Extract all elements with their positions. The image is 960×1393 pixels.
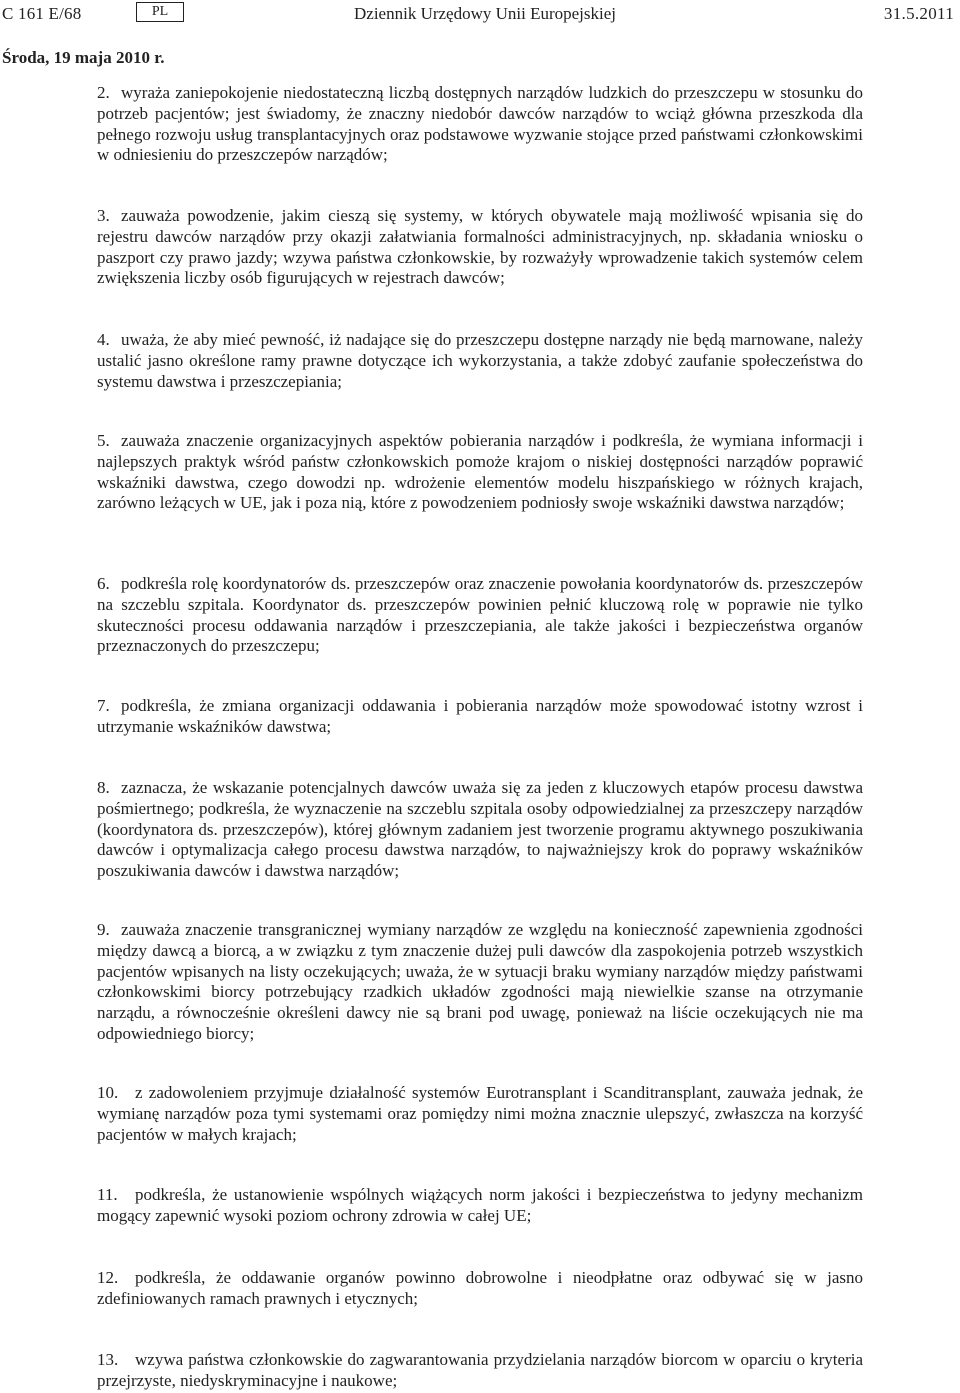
paragraph-number: 10. <box>97 1083 119 1102</box>
paragraph-number: 3. <box>97 206 110 225</box>
paragraph-2 <box>97 83 863 166</box>
document-reference: C 161 E/68 <box>2 4 82 23</box>
paragraph-9 <box>97 920 863 1045</box>
paragraph-number: 5. <box>97 431 110 450</box>
paragraph-10 <box>97 1083 863 1145</box>
session-date: Środa, 19 maja 2010 r. <box>2 48 165 67</box>
paragraph-text: wyraża zaniepokojenie niedostateczną liczbą dostępnych narządów ludzkich do przeszczepu w stosunku do potrzeb pacjentów; jest świadomy, że znaczny niedobór dawców narządów to wciąż główna przeszkoda dla pełnego rozwoju usług transplantacyjnych oraz podstawowe wyzwanie stojące przed państwami członkowskimi w odniesieniu do przeszczepów narządów; <box>97 83 863 165</box>
paragraph-text: zauważa znaczenie transgranicznej wymiany narządów ze względu na konieczność zapewnienia zgodności między dawcą a biorcą, a w związku z tym znaczenie dużej puli dawców dla zaspokojenia potrzeb wszystkich pacjentów wpisanych na listy oczekujących; uważa, że w sytuacji braku wymiany narządów między państwami członkowskimi biorcy potrzebujący rzadkich układów zgodności mają niewielkie szanse na otrzymanie narządu, a równocześnie określeni dawcy nie są brani pod uwagę, ponieważ na liście oczekujących nie ma odpowiedniego biorcy; <box>97 920 863 1043</box>
paragraph-11 <box>97 1185 863 1227</box>
paragraph-text: zauważa powodzenie, jakim cieszą się systemy, w których obywatele mają możliwość wpisania się do rejestru dawców narządów przy okazji załatwiania formalności administracyjnych, np. składania wniosku o paszport czy prawo jazdy; wzywa państwa członkowskie, by rozważyły wprowadzenie takich systemów celem zwiększenia liczby osób figurujących w rejestrach dawców; <box>97 206 863 288</box>
paragraph-number: 11. <box>97 1185 118 1204</box>
paragraph-number: 4. <box>97 330 110 349</box>
paragraph-number: 2. <box>97 83 110 102</box>
paragraph-text: podkreśla rolę koordynatorów ds. przeszczepów oraz znaczenie powołania koordynatorów ds. przeszczepów na szczeblu szpitala. Koordynator ds. przeszczepów powinien pełnić kluczową rolę w poprawie nie tylko skuteczności procesu oddawania narządów i przeszczepiania, ale także jakości i bezpieczeństwa organów przeznaczonych do przeszczepu; <box>97 574 863 656</box>
paragraph-number: 6. <box>97 574 110 593</box>
language-badge: PL <box>136 2 184 22</box>
paragraph-number: 12. <box>97 1268 119 1287</box>
paragraph-text: uważa, że aby mieć pewność, iż nadające się do przeszczepu dostępne narządy nie będą marnowane, należy ustalić jasno określone ramy prawne dotyczące ich wykorzystania, a także zdobyć zaufanie społeczeństwa do systemu dawstwa i przeszczepiania; <box>97 330 863 391</box>
paragraph-text: zauważa znaczenie organizacyjnych aspektów pobierania narządów i podkreśla, że wymiana informacji i najlepszych praktyk wśród państw członkowskich pomoże krajom o niskiej dostępności narządów poprawić wskaźniki dawstwa, czego dowodzi np. wdrożenie elementów modelu hiszpańskiego w różnych krajach, zarówno leżących w UE, jak i poza nią, które z powodzeniem podniosły swoje wskaźniki dawstwa narządów; <box>97 431 863 513</box>
page-header <box>0 2 960 26</box>
paragraph-text: wzywa państwa członkowskie do zagwarantowania przydzielania narządów biorcom w oparciu o kryteria przejrzyste, niedyskryminacyjne i naukowe; <box>97 1350 863 1390</box>
paragraph-text: z zadowoleniem przyjmuje działalność systemów Eurotransplant i Scanditransplant, zauważa jednak, że wymianę narządów poza tymi systemami oraz pomiędzy nimi można znacznie ulepszyć, zwłaszcza na korzyść pacjentów w małych krajach; <box>97 1083 863 1144</box>
paragraph-6 <box>97 574 863 657</box>
paragraph-7 <box>97 696 863 738</box>
paragraph-number: 9. <box>97 920 110 939</box>
paragraph-text: podkreśla, że oddawanie organów powinno dobrowolne i nieodpłatne oraz odbywać się w jasno zdefiniowanych ramach prawnych i etycznych; <box>97 1268 863 1308</box>
paragraph-number: 8. <box>97 778 110 797</box>
paragraph-number: 13. <box>97 1350 119 1369</box>
issue-date: 31.5.2011 <box>883 4 954 23</box>
paragraph-text: podkreśla, że ustanowienie wspólnych wiążących norm jakości i bezpieczeństwa to jedyny mechanizm mogący zapewnić wysoki poziom ochrony zdrowia w całej UE; <box>97 1185 863 1225</box>
paragraph-4 <box>97 330 863 392</box>
journal-title: Dziennik Urzędowy Unii Europejskiej <box>354 4 617 23</box>
paragraph-3 <box>97 206 863 289</box>
paragraph-5 <box>97 431 863 514</box>
paragraph-number: 7. <box>97 696 110 715</box>
paragraph-text: podkreśla, że zmiana organizacji oddawania i pobierania narządów może spowodować istotny wzrost i utrzymanie wskaźników dawstwa; <box>97 696 863 736</box>
paragraph-8 <box>97 778 863 882</box>
paragraph-text: zaznacza, że wskazanie potencjalnych dawców uważa się za jeden z kluczowych etapów procesu dawstwa pośmiertnego; podkreśla, że wyznaczenie na szczeblu szpitala osoby odpowiedzialnej za przeszczepy narządów (koordynatora ds. przeszczepów), której głównym zadaniem jest tworzenie programu aktywnego poszukiwania dawców i optymalizacja całego procesu dawstwa narządów, to najważniejszy krok do poprawy wskaźników poszukiwania dawców i dawstwa narządów; <box>97 778 863 881</box>
paragraph-13 <box>97 1350 863 1392</box>
paragraph-12 <box>97 1268 863 1310</box>
